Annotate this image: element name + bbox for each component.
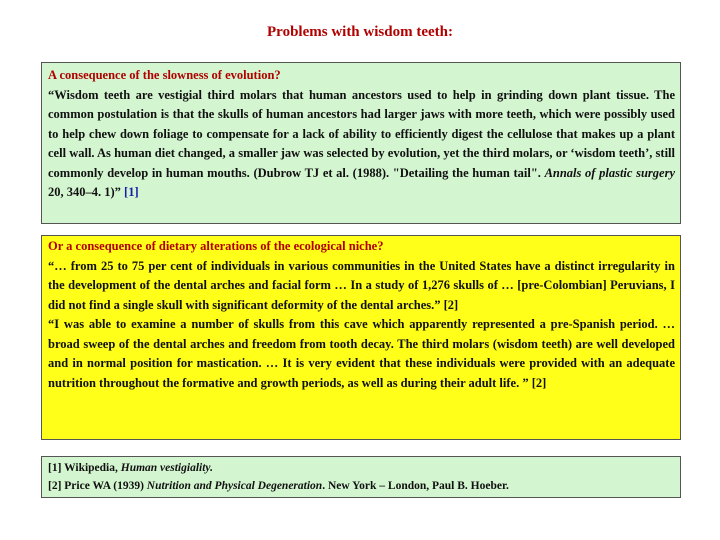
evolution-quote-text: “Wisdom teeth are vestigial third molars that human ancestors used to help in grinding down plant tissue. The common postulation is that the skulls of human ancestors had larger jaws with more teeth, which were possibly used to help chew down foliage to compensate for a lack of ability to efficiently digest the cellulose that makes up a plant cell wall. As human diet changed, a smaller jaw was selected by evolution, yet the third molars, or ‘wisdom teeth’, still commonly develop in human mouths. (Dubrow TJ et al. (1988). "Detailing the human tail".	[48, 87, 675, 180]
evolution-box	[41, 62, 681, 224]
page-title: Problems with wisdom teeth:	[267, 24, 453, 40]
reference-1	[48, 459, 675, 477]
diet-box	[41, 235, 681, 440]
journal-title: Annals of plastic surgery	[544, 165, 675, 180]
ref-1-link[interactable]: [1]	[120, 185, 139, 199]
reference-2-tail: . New York – London, Paul B. Hoeber.	[322, 480, 509, 492]
diet-quote-1: “… from 25 to 75 per cent of individuals in various communities in the United States have a distinct irregularity in the development of the dental arches and facial form … In a study of 1,276 skulls of … [pre-Colombian] Peruvians, I did not find a single skull with significant deformity of the dental arches.” [2]	[48, 258, 675, 312]
citation-tail: 20, 340–4. 1)”	[48, 185, 121, 199]
evolution-heading: A consequence of the slowness of evolution?	[48, 68, 281, 82]
reference-1-title: Human vestigiality.	[120, 462, 213, 474]
diet-heading: Or a consequence of dietary alterations of the ecological niche?	[48, 239, 384, 253]
diet-quote-2: “I was able to examine a number of skulls from this cave which apparently represented a pre-Spanish period. … broad sweep of the dental arches and freedom from tooth decay. The third molars (wisdom teeth) are well developed and in normal position for mastication. … It is very evident that these individuals were provided with an adequate nutrition throughout the formative and growth periods, as well as during their adult life. ” [2]	[48, 317, 675, 390]
references-box	[41, 456, 681, 498]
reference-2-title: Nutrition and Physical Degeneration	[146, 480, 323, 492]
reference-2-label: [2] Price WA (1939)	[48, 480, 147, 492]
reference-2	[48, 477, 675, 495]
reference-1-label: [1] Wikipedia,	[48, 462, 121, 474]
evolution-quote	[48, 86, 675, 203]
